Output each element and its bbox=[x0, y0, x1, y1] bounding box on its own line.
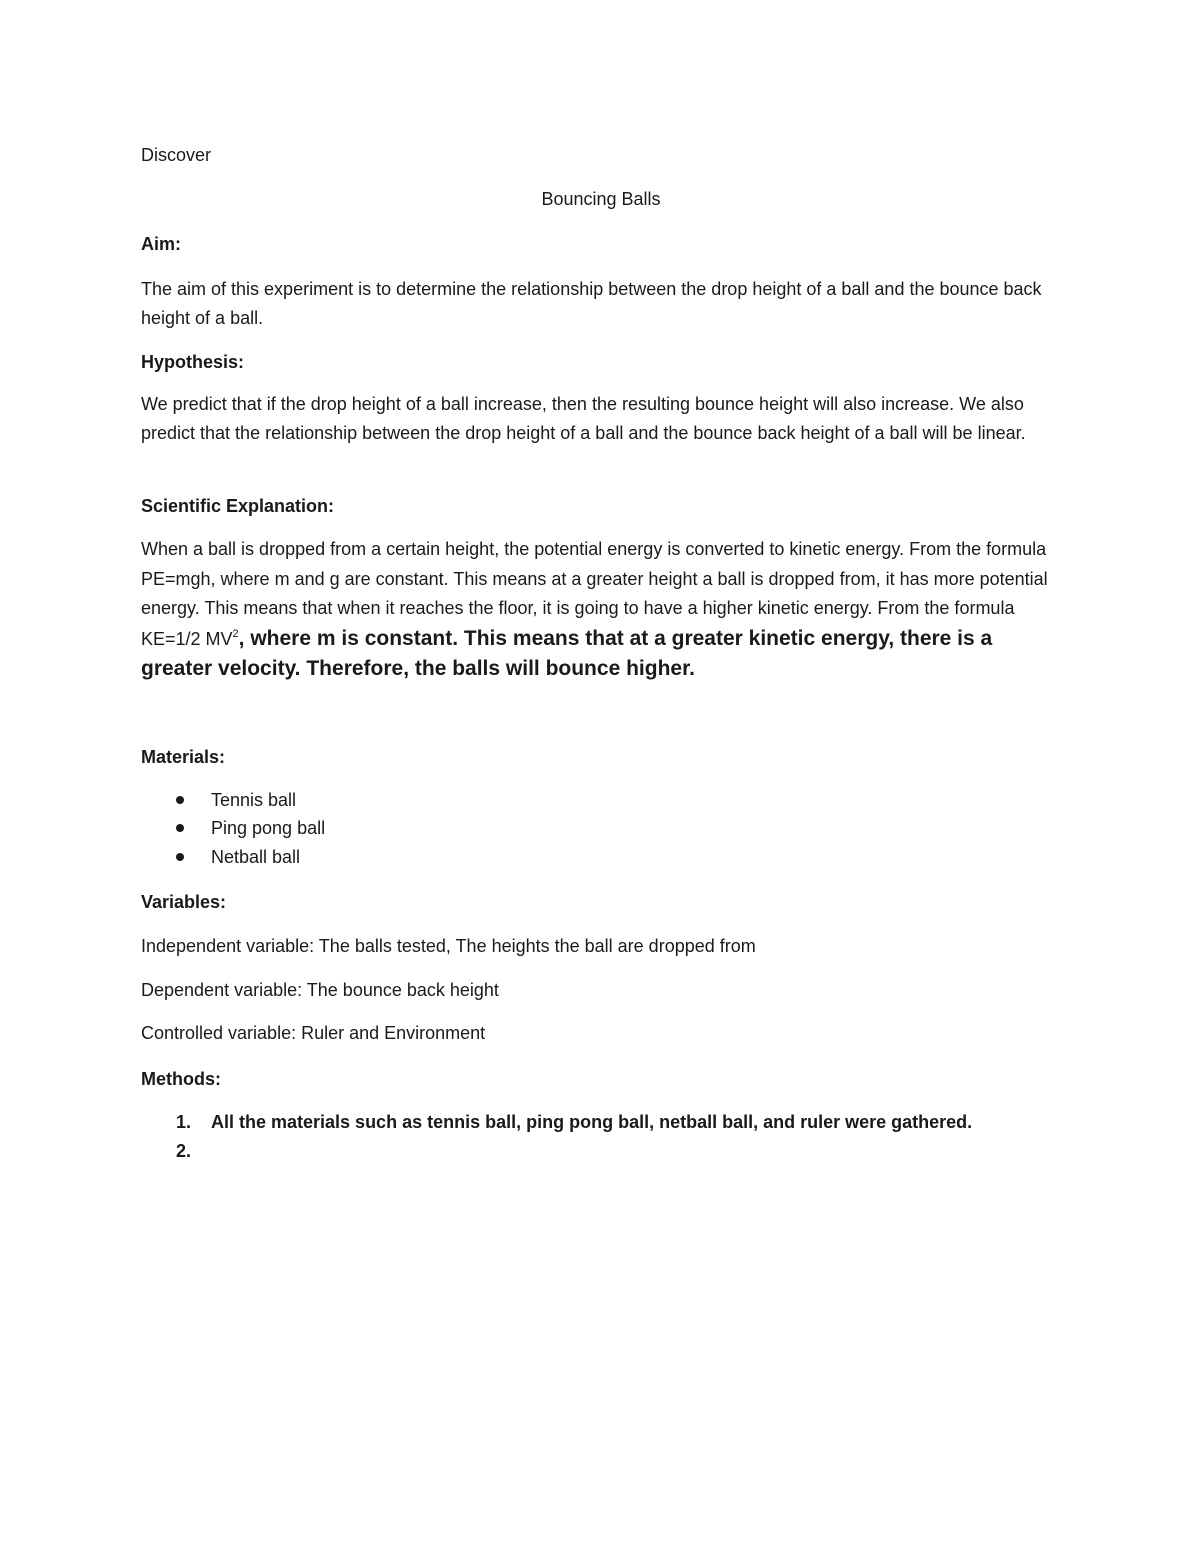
list-item: 2. bbox=[176, 1141, 192, 1161]
methods-heading: Methods: bbox=[141, 1069, 221, 1089]
variables-heading: Variables: bbox=[141, 892, 227, 912]
dependent-variable: Dependent variable: The bounce back height bbox=[141, 980, 499, 1000]
controlled-variable: Controlled variable: Ruler and Environment bbox=[141, 1023, 486, 1043]
list-item: Netball ball bbox=[141, 843, 325, 871]
document-title: Bouncing Balls bbox=[541, 189, 661, 209]
scientific-explanation-text bbox=[141, 535, 1056, 685]
methods-list bbox=[141, 1108, 972, 1166]
hypothesis-text: We predict that if the drop height of a ball increase, then the resulting bounce height will also increase. We also predict that the relationship between the drop height of a ball and the bounce back height of a ball will be linear. bbox=[141, 394, 1026, 443]
materials-heading: Materials: bbox=[141, 747, 226, 767]
materials-list bbox=[141, 786, 325, 871]
scientific-explanation-heading: Scientific Explanation: bbox=[141, 496, 335, 516]
list-item: Ping pong ball bbox=[141, 814, 325, 842]
list-item: Tennis ball bbox=[141, 786, 325, 814]
explanation-text-large: , where m is constant. This means that at a greater kinetic energy, there is a greater velocity. Therefore, the balls will bounce higher. bbox=[141, 626, 993, 680]
bullet-icon bbox=[176, 824, 184, 832]
document-page bbox=[141, 0, 1061, 1553]
list-item: 1. All the materials such as tennis ball, ping pong ball, netball ball, and ruler were gathered. bbox=[176, 1112, 973, 1132]
bullet-icon bbox=[176, 796, 184, 804]
explanation-superscript: 2 bbox=[232, 627, 239, 640]
header-label: Discover bbox=[141, 145, 212, 165]
aim-text: The aim of this experiment is to determine the relationship between the drop height of a ball and the bounce back height of a ball. bbox=[141, 279, 1042, 328]
explanation-text-normal: When a ball is dropped from a certain height, the potential energy is converted to kinetic energy. From the formula PE=mgh, where m and g are constant. This means at a greater height a ball is dropped from, it has more potential energy. This means that when it reaches the floor, it is going to have a higher kinetic energy. From the formula KE=1/2 MV bbox=[141, 539, 1048, 649]
bullet-icon bbox=[176, 853, 184, 861]
independent-variable: Independent variable: The balls tested, The heights the ball are dropped from bbox=[141, 936, 756, 956]
aim-heading: Aim: bbox=[141, 234, 181, 254]
hypothesis-heading: Hypothesis: bbox=[141, 352, 245, 372]
